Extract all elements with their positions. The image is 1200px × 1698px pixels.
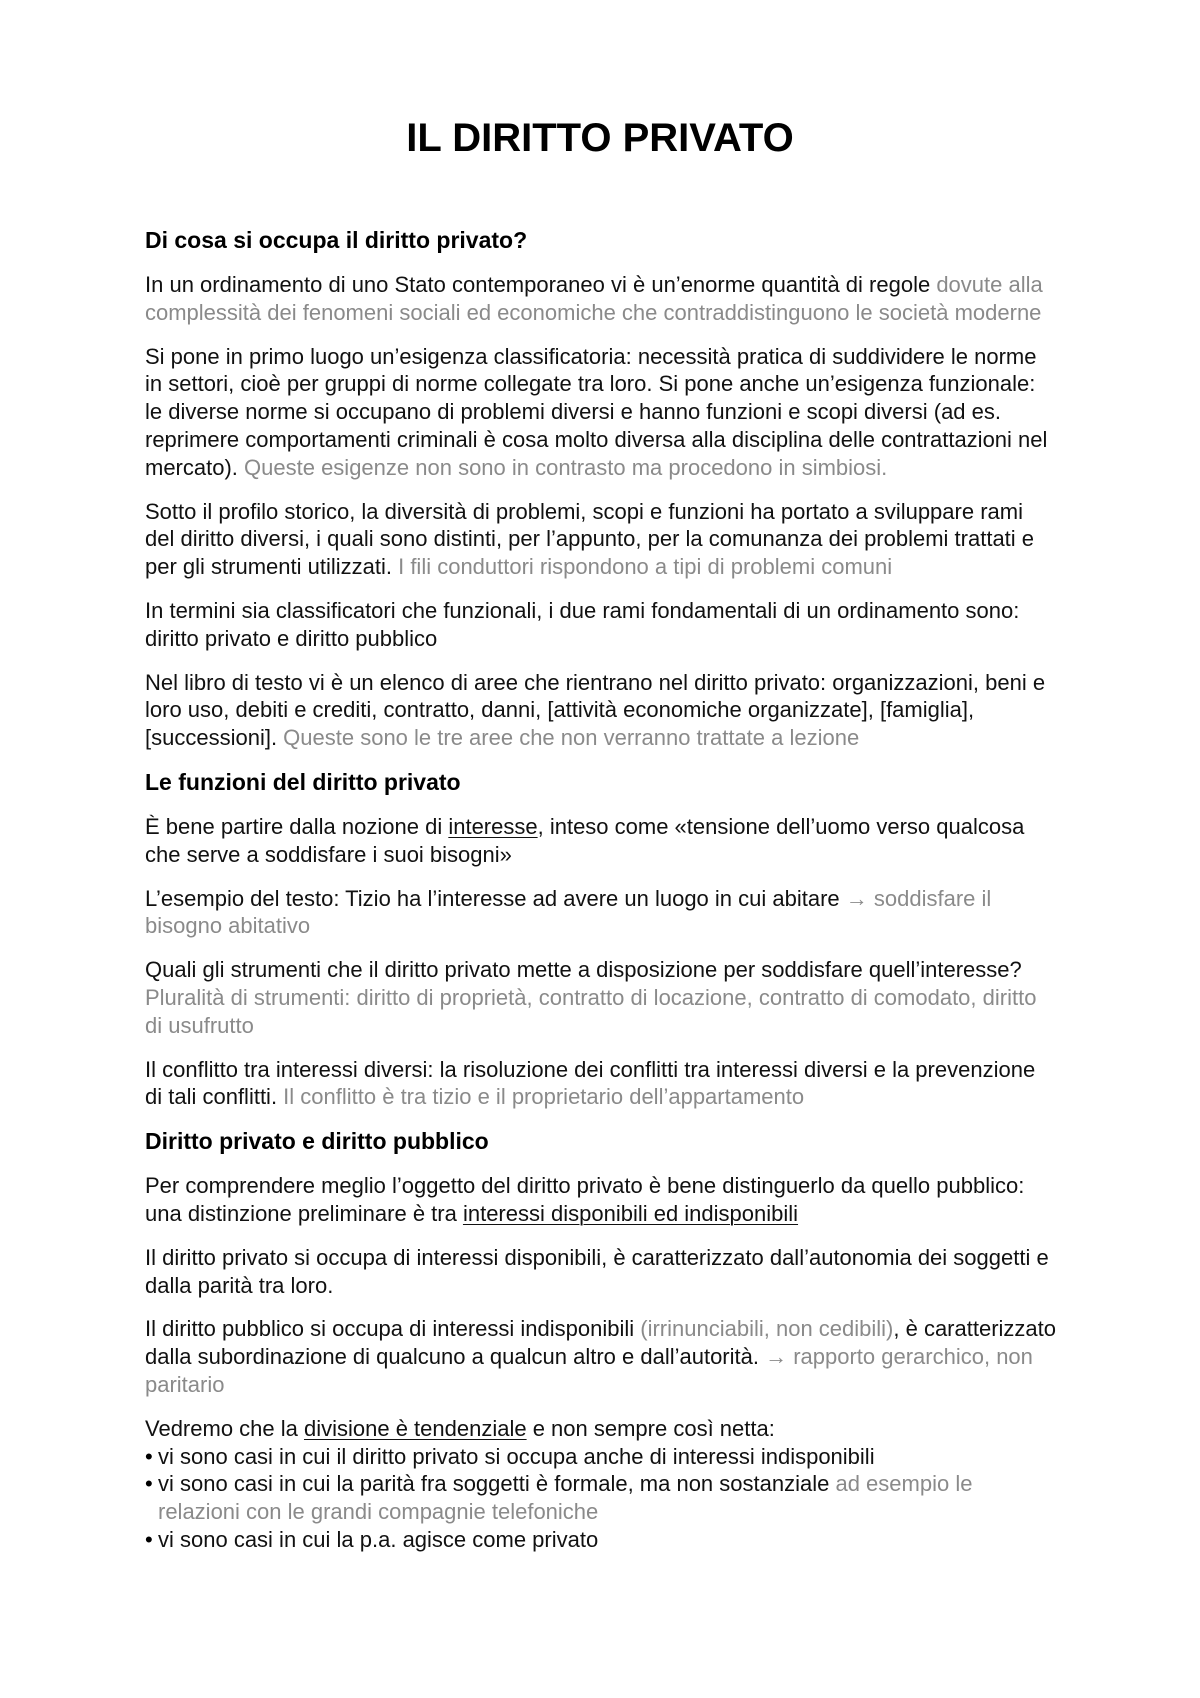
text-run: e non sempre così netta: [526, 1415, 775, 1441]
text-run: reprimere comportamenti criminali è cosa molto diversa alla disciplina delle contrattazioni nel [145, 426, 1048, 452]
paragraph [145, 1172, 1155, 1228]
text-run: Vedremo che la [145, 1415, 304, 1441]
text-line [145, 398, 1155, 426]
text-run: In termini sia classificatori che funzionali, i due rami fondamentali di un ordinamento sono: [145, 597, 1020, 623]
text-line [158, 1443, 875, 1471]
document-body [145, 226, 1155, 1554]
paragraph [145, 343, 1155, 482]
note-run: (irrinunciabili, non cedibili) [640, 1316, 894, 1342]
section-heading: Di cosa si occupa il diritto privato? [145, 227, 528, 253]
bullet-text [158, 1443, 875, 1471]
text-run: Sotto il profilo storico, la diversità di problemi, scopi e funzioni ha portato a sviluppare rami [145, 498, 1023, 524]
text-line [145, 299, 1155, 327]
text-line [145, 1343, 1155, 1371]
text-line [145, 454, 1155, 482]
text-run: Nel libro di testo vi è un elenco di aree che rientrano nel diritto privato: organizzazioni, beni e [145, 669, 1046, 695]
text-line [145, 1371, 1155, 1399]
text-line [145, 271, 1155, 299]
note-run: Queste sono le tre aree che non verranno trattate a lezione [283, 725, 860, 751]
text-run: in settori, cioè per gruppi di norme collegate tra loro. Si pone anche un’esigenza funzionale: [145, 371, 1036, 397]
text-run: L’esempio del testo: Tizio ha l’interesse ad avere un luogo in cui abitare [145, 885, 846, 911]
text-line [145, 1172, 1155, 1200]
note-run: → rapporto gerarchico, non [765, 1344, 1033, 1370]
text-line [145, 885, 1155, 913]
note-run: Queste esigenze non sono in contrasto ma procedono in simbiosi. [244, 454, 888, 480]
text-line [158, 1498, 972, 1526]
text-line [145, 841, 1155, 869]
text-run: vi sono casi in cui la p.a. agisce come privato [158, 1526, 599, 1552]
text-line [145, 370, 1155, 398]
text-line [158, 1470, 972, 1498]
text-line [145, 696, 1155, 724]
text-run: per gli strumenti utilizzati. [145, 554, 399, 580]
text-run: diritto privato e diritto pubblico [145, 625, 438, 651]
paragraph [145, 498, 1155, 581]
text-run: mercato). [145, 454, 245, 480]
note-run: I fili conduttori rispondono a tipi di problemi comuni [398, 554, 893, 580]
text-line [145, 1272, 1155, 1300]
text-run: [successioni]. [145, 725, 284, 751]
text-line [145, 625, 1155, 653]
paragraph [145, 1056, 1155, 1112]
text-line [145, 525, 1155, 553]
text-line [145, 1083, 1155, 1111]
text-line [145, 553, 1155, 581]
paragraph [145, 1244, 1155, 1300]
bullet-text [158, 1470, 972, 1526]
text-run: una distinzione preliminare è tra [145, 1200, 463, 1226]
bullet-item [145, 1443, 1155, 1471]
note-run: ad esempio le [835, 1471, 973, 1497]
text-line [145, 1056, 1155, 1084]
text-line [145, 343, 1155, 371]
text-run: In un ordinamento di uno Stato contemporaneo vi è un’enorme quantità di regole [145, 272, 937, 297]
bullet-icon [145, 1470, 158, 1526]
text-line [145, 724, 1155, 752]
text-run: che serve a soddisfare i suoi bisogni» [145, 841, 512, 867]
text-run: di tali conflitti. [145, 1084, 284, 1110]
text-line [145, 912, 1155, 940]
text-line [145, 813, 1155, 841]
bullet-icon [145, 1526, 158, 1554]
bullet-text [158, 1526, 598, 1554]
text-run: È bene partire dalla nozione di [145, 813, 449, 839]
text-run: Quali gli strumenti che il diritto privato mette a disposizione per soddisfare quell’interesse? [145, 957, 1022, 983]
note-run: → soddisfare il [845, 885, 992, 911]
note-run: complessità dei fenomeni sociali ed economiche che contraddistinguono le società moderne [145, 299, 1042, 325]
text-line [145, 669, 1155, 697]
paragraph [145, 1415, 1155, 1443]
document-title: IL DIRITTO PRIVATO [406, 116, 794, 160]
section-heading: Le funzioni del diritto privato [145, 768, 461, 795]
text-run: Il diritto pubblico si occupa di interessi indisponibili [145, 1316, 641, 1342]
paragraph [145, 1315, 1155, 1398]
note-run: bisogno abitativo [145, 913, 311, 939]
text-run: Il conflitto tra interessi diversi: la risoluzione dei conflitti tra interessi diversi e la prevenzione [145, 1056, 1036, 1082]
paragraph [145, 669, 1155, 752]
underlined-term: divisione è tendenziale [303, 1415, 527, 1441]
paragraph [145, 271, 1155, 327]
bullet-item [145, 1470, 1155, 1526]
text-run: dalla subordinazione di qualcuno a qualcun altro e dall’autorità. [145, 1344, 766, 1370]
text-run: , inteso come «tensione dell’uomo verso qualcosa [537, 813, 1025, 839]
note-run: di usufrutto [145, 1012, 254, 1038]
text-line [145, 1315, 1155, 1343]
note-run: Il conflitto è tra tizio e il proprietario dell’appartamento [283, 1084, 805, 1110]
note-run: dovute alla [936, 272, 1043, 297]
paragraph [145, 597, 1155, 653]
text-line [145, 1244, 1155, 1272]
text-line [145, 1200, 1155, 1228]
bullet-item [145, 1526, 1155, 1554]
text-run: loro uso, debiti e crediti, contratto, danni, [attività economiche organizzate], [famiglia], [145, 697, 975, 723]
text-run: le diverse norme si occupano di problemi diversi e hanno funzioni e scopi diversi (ad es. [145, 399, 1002, 425]
paragraph [145, 813, 1155, 869]
note-run: Pluralità di strumenti: diritto di proprietà, contratto di locazione, contratto di comodato, diritto [145, 984, 1037, 1010]
bullet-icon [145, 1443, 158, 1471]
text-line [145, 1415, 1155, 1443]
text-run: del diritto diversi, i quali sono distinti, per l’appunto, per la comunanza dei problemi trattati e [145, 526, 1035, 552]
note-run: relazioni con le grandi compagnie telefoniche [158, 1499, 599, 1525]
text-line [145, 984, 1155, 1012]
bullet-list [145, 1443, 1155, 1554]
text-line [145, 597, 1155, 625]
text-run: , è caratterizzato [893, 1316, 1057, 1342]
text-run: Il diritto privato si occupa di interessi disponibili, è caratterizzato dall’autonomia dei soggetti e [145, 1244, 1049, 1270]
text-run: vi sono casi in cui la parità fra soggetti è formale, ma non sostanziale [158, 1471, 836, 1497]
text-line [158, 1526, 598, 1554]
text-run: dalla parità tra loro. [145, 1272, 334, 1298]
paragraph [145, 885, 1155, 941]
underlined-term: interesse [448, 813, 538, 839]
text-run: vi sono casi in cui il diritto privato si occupa anche di interessi indisponibili [158, 1443, 875, 1469]
underlined-term: interessi disponibili ed indisponibili [462, 1200, 799, 1226]
text-line [145, 498, 1155, 526]
text-line [145, 1012, 1155, 1040]
paragraph [145, 956, 1155, 1039]
text-run: Si pone in primo luogo un’esigenza classificatoria: necessità pratica di suddividere le norme [145, 343, 1037, 369]
note-run: paritario [145, 1371, 225, 1397]
text-line [145, 956, 1155, 984]
text-run: Per comprendere meglio l’oggetto del diritto privato è bene distinguerlo da quello pubblico: [145, 1173, 1025, 1199]
section-heading: Diritto privato e diritto pubblico [145, 1128, 489, 1155]
text-line [145, 426, 1155, 454]
